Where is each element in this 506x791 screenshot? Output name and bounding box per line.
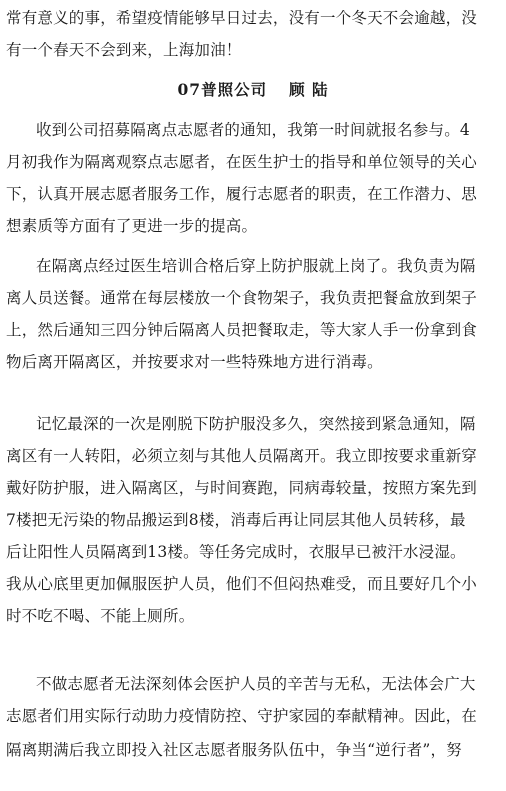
paragraph-2-line-1: 在隔离点经过医生培训合格后穿上防护服就上岗了。我负责为隔 [36,257,476,275]
paragraph-3-line-4: 7楼把无污染的物品搬运到8楼，消毒后再让同层其他人员转移，最 [6,511,466,529]
paragraph-3-line-2: 离区有一人转阳，必须立刻与其他人员隔离开。我立即按要求重新穿 [6,447,478,465]
paragraph-4-line-2: 志愿者们用实际行动助力疫情防控、守护家园的奉献精神。因此，在 [6,707,478,725]
paragraph-3-line-6: 我从心底里更加佩服医护人员，他们不但闷热难受，而且要好几个小 [6,575,478,593]
paragraph-1-line-3: 下，认真开展志愿者服务工作，履行志愿者的职责，在工作潜力、思 [6,185,478,203]
paragraph-2-line-2: 离人员送餐。通常在每层楼放一个食物架子，我负责把餐盒放到架子 [6,289,478,307]
paragraph-4-line-3: 隔离期满后我立即投入社区志愿者服务队伍中，争当“逆行者”，努 [6,741,462,759]
paragraph-3-line-1: 记忆最深的一次是刚脱下防护服没多久，突然接到紧急通知，隔 [36,415,476,433]
paragraph-4-line-1: 不做志愿者无法深刻体会医护人员的辛苦与无私，无法体会广大 [36,675,476,693]
paragraph-1-line-4: 想素质等方面有了更进一步的提高。 [6,217,258,235]
paragraph-1-line-1: 收到公司招募隔离点志愿者的通知，我第一时间就报名参与。4 [36,121,470,139]
heading-author: 顾 陆 [289,80,329,99]
paragraph-3-line-3: 戴好防护服，进入隔离区，与时间赛跑，同病毒较量，按照方案先到 [6,479,478,497]
paragraph-2-line-3: 上，然后通知三四分钟后隔离人员把餐取走，等大家人手一份拿到食 [6,321,478,339]
paragraph-1-line-2: 月初我作为隔离观察点志愿者，在医生护士的指导和单位领导的关心 [6,153,478,171]
intro-line: 有一个春天不会到来，上海加油！ [6,41,242,59]
heading-dept: 07普照公司 [177,80,268,99]
intro-line: 常有意义的事，希望疫情能够早日过去，没有一个冬天不会逾越，没 [6,9,478,27]
section-heading [0,80,506,100]
paragraph-3-line-5: 后让阳性人员隔离到13楼。等任务完成时，衣服早已被汗水浸湿。 [6,543,466,561]
paragraph-3-line-7: 时不吃不喝、不能上厕所。 [6,607,195,625]
paragraph-2-line-4: 物后离开隔离区，并按要求对一些特殊地方进行消毒。 [6,353,383,371]
